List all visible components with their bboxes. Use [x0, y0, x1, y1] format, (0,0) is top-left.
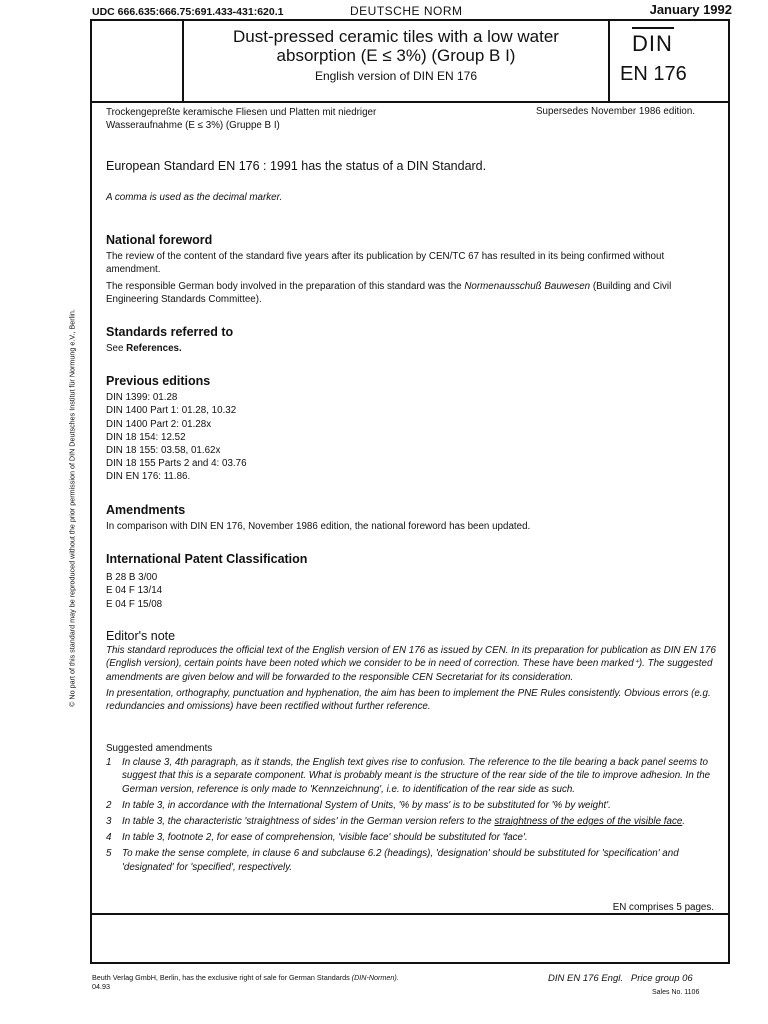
footer-standard: [548, 973, 693, 984]
amendments-text: In comparison with DIN EN 176, November 1986 edition, the national foreword has been updated.: [106, 521, 531, 533]
item-text: In clause 3, 4th paragraph, as it stands, the English text gives rise to confusion. The reference to the tile bearing a back panel seems to suggest that this is a separate component. What is probably meant is the structure of the rear side of the tile to improve adhesion. In the German version, reference is only made to 'Kennzeichnung', i.e. to identification of the rear side as such.: [122, 757, 711, 795]
standards-referred-heading: Standards referred to: [106, 325, 234, 339]
editors-note-para-1: This standard reproduces the official text of the English version of EN 176 as issued by CEN. In its preparation for publication as DIN EN 176 (English version), certain points have been noted which we consider to be in need of correction. These have been marked⁺). The suggested amendments are given below and will be forwarded to the responsible CEN Secretariat for its consideration.: [106, 645, 716, 683]
national-foreword-heading: National foreword: [106, 233, 213, 247]
item-number: 3: [106, 816, 112, 828]
item-text: In table 3, in accordance with the International System of Units, '% by mass' is to be substituted for '% by weight'.: [122, 799, 611, 811]
suggested-amendments: [106, 742, 716, 874]
list-item: DIN 18 155: 03.58, 01.62x: [106, 445, 221, 457]
item-text-end: .: [682, 816, 686, 828]
title-line-2: absorption (E ≤ 3%) (Group B I): [276, 46, 516, 65]
header-rule: [92, 101, 728, 103]
amendments: [106, 504, 716, 533]
subtitle: English version of DIN EN 176: [314, 69, 478, 83]
suggested-amendments-heading: Suggested amendments: [106, 743, 213, 754]
supersedes: Supersedes November 1986 edition.: [536, 106, 696, 117]
footer-publisher: [92, 973, 399, 991]
decimal-note: A comma is used as the decimal marker.: [106, 192, 283, 203]
item-text: In table 3, footnote 2, for ease of comprehension, 'visible face' should be substituted for 'face'.: [122, 832, 528, 844]
din-logo-text: DIN: [632, 31, 673, 56]
item-number: 2: [106, 799, 112, 811]
list-item: DIN EN 176: 11.86.: [106, 471, 191, 483]
committee-name: Normenausschuß Bauwesen: [464, 280, 591, 292]
national-foreword: [106, 234, 716, 306]
national-foreword-para-2: [106, 280, 716, 306]
german-title-line-2: Wasseraufnahme (E ≤ 3%) (Gruppe B I): [106, 120, 280, 132]
sales-number: Sales No. 1106: [652, 989, 700, 996]
editors-note-heading: Editor's note: [106, 629, 176, 643]
top-line: [92, 2, 732, 20]
standard-number: EN 176: [620, 63, 687, 85]
status-statement: European Standard EN 176 : 1991 has the status of a DIN Standard.: [106, 159, 487, 173]
footer-rule: [92, 913, 728, 915]
footer-standard-ref: DIN EN 176 Engl.: [548, 973, 623, 984]
item-number: 1: [106, 757, 112, 769]
previous-editions-list: [106, 391, 716, 483]
references-link: References.: [126, 343, 182, 355]
side-copyright-text: © No part of this standard may be reproduced without the prior permission of DIN Deutsches Institut für Normung e.V., Berlin.: [67, 309, 77, 707]
list-item: [106, 799, 716, 812]
item-number: 4: [106, 832, 112, 844]
page-count: EN comprises 5 pages.: [612, 902, 714, 913]
national-foreword-para-1: The review of the content of the standard five years after its publication by CEN/TC 67 has resulted in its being confirmed without amendment.: [106, 251, 665, 276]
list-item: E 04 F 13/14: [106, 585, 163, 597]
previous-editions-heading: Previous editions: [106, 374, 211, 388]
title-line-1: Dust-pressed ceramic tiles with a low water: [233, 27, 559, 46]
previous-editions: [106, 375, 716, 484]
item-text: To make the sense complete, in clause 6 and subclause 6.2 (headings), 'designation' should be substituted for 'specification' and 'designated' for 'specified', respectively.: [122, 848, 679, 873]
editors-note-para-2: In presentation, orthography, punctuation and hyphenation, the aim has been to implement the PNE Rules consistently. Obvious errors (e.g. redundancies and omissions) have been rectified without further reference.: [106, 687, 711, 713]
list-item: DIN 1399: 01.28: [106, 392, 178, 404]
standards-referred: [106, 326, 716, 355]
see-text: See: [106, 343, 127, 355]
german-title-line-1: Trockengepreßte keramische Fliesen und Platten mit niedriger: [106, 107, 377, 118]
side-copyright-note: [60, 268, 84, 748]
list-item: E 04 F 15/08: [106, 598, 163, 610]
list-item: DIN 18 155 Parts 2 and 4: 03.76: [106, 458, 247, 470]
footer-code: 04.93: [92, 982, 110, 991]
list-item: DIN 1400 Part 2: 01.28x: [106, 418, 212, 430]
udc-code: UDC 666.635:666.75:691.433-431:620.1: [92, 6, 284, 18]
patent-classification-list: [106, 571, 716, 611]
para2-text: The responsible German body involved in the preparation of this standard was the: [106, 280, 465, 292]
item-text: In table 3, the characteristic 'straightness of sides' in the German version refers to the: [122, 816, 495, 828]
list-item: DIN 18 154: 12.52: [106, 431, 186, 443]
suggested-amendments-list: [106, 756, 716, 874]
standard-type: DEUTSCHE NORM: [350, 4, 463, 18]
publisher-line: [92, 973, 399, 982]
list-item: [106, 756, 716, 796]
patent-classification-heading: International Patent Classification: [106, 552, 308, 566]
para2-text-end: (Building and Civil Engineering Standards Committee).: [106, 280, 672, 305]
issue-date: January 1992: [649, 2, 732, 17]
title-block: [184, 27, 608, 83]
publisher-text: Beuth Verlag GmbH, Berlin, has the exclusive right of sale for German Standards: [92, 973, 352, 982]
footer-price-group: Price group 06: [630, 973, 693, 984]
list-item: [106, 815, 716, 828]
din-logo-bar: [632, 27, 674, 29]
publisher-din-normen: (DIN-Normen).: [351, 973, 399, 982]
list-item: [106, 847, 716, 873]
header-divider-right: [608, 21, 610, 101]
item-number: 5: [106, 848, 112, 860]
list-item: B 28 B 3/00: [106, 572, 158, 584]
din-logo: [632, 31, 673, 57]
editors-note: [106, 630, 716, 713]
list-item: DIN 1400 Part 1: 01.28, 10.32: [106, 405, 237, 417]
list-item: [106, 831, 716, 844]
item-underlined-text: straightness of the edges of the visible face: [494, 816, 683, 828]
amendments-heading: Amendments: [106, 503, 186, 517]
standards-referred-text: [106, 342, 716, 355]
patent-classification: [106, 553, 716, 611]
